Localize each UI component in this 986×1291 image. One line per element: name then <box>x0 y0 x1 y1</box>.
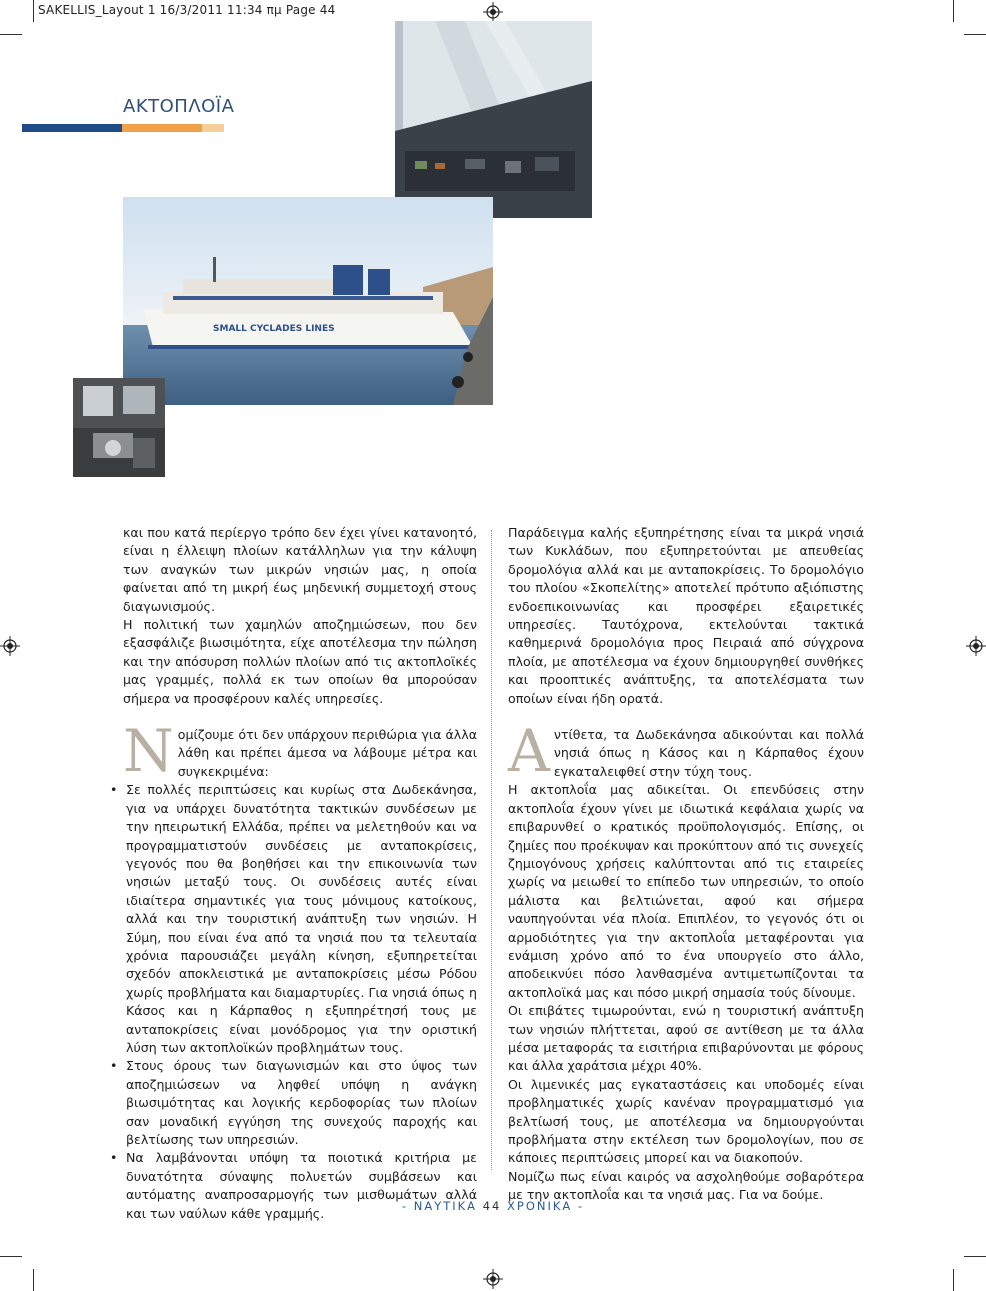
crop-mark <box>0 34 22 35</box>
footer-magazine-right: ΧΡΟΝΙΚΑ <box>507 1199 573 1213</box>
footer-magazine-left: ΝΑΥΤΙΚΑ <box>413 1199 478 1213</box>
svg-text:SMALL CYCLADES LINES: SMALL CYCLADES LINES <box>213 324 335 334</box>
bullet-icon: • <box>110 1058 118 1074</box>
right-paragraph-text: ντίθετα, τα Δωδεκάνησα αδικούνται και πολλά νησιά όπως η Κάσος και η Κάρπαθος έχουν εγκαταλειφθεί στην τύχη τους. <box>553 727 864 779</box>
drop-cap: Ν <box>123 717 174 786</box>
list-item-text: Σε πολλές περιπτώσεις και κυρίως στα Δωδεκάνησα, για να υπάρχει δυνατότητα τακτικών συνδέσεων με την ηπειρωτική Ελλάδα, πρέπει να μελετηθούν και να προγραμματιστούν συνδέσεις με ανταποκρίσεις, γεγονός που θα βοηθήσει και την επικοινωνία των νησιών μεταξύ τους. Οι συνδέσεις αυτές είναι ιδιαίτερα σημαντικές για τους μόνιμους κατοίκους, αλλά και την τουριστική ανάπτυξη των νησιών. Η Σύμη, που είναι ένα από τα νησιά που τα τελευταία χρόνια παρουσιάζει μεγάλη κίνηση, εξυπηρετείται σχεδόν αποκλειστικά με ανταποκρίσεις μέσω Ρόδου χωρίς προβλήματα και διαμαρτυρίες. Για νησιά όπως η Κάσος και η Κάρπαθος η εξυπηρέτησή τους με ανταποκρίσεις είναι μονόδρομος για την οριστική λύση των ακτοπλοϊκών προβλημάτων τους. <box>126 782 477 1055</box>
right-paragraph: Η ακτοπλοΐα μας αδικείται. Οι επενδύσεις στην ακτοπλοΐα έχουν γίνει με ιδιωτικά κεφάλαια χωρίς να επιβαρυνθεί ο κρατικός προϋπολογισμός. Επίσης, οι ζημίες που προέκυψαν και προκύπτουν από τις συνεχείς ζημιογόνους χρήσεις καλύπτονται από τις εταιρείες χωρίς να μειωθεί το επίπεδο των υπηρεσιών, το οποίο μάλιστα και βελτιώνεται, αφού και σήμερα ναυπηγούνται νέα πλοία. Επιπλέον, το γεγονός ότι οι αρμοδιότητες για την ακτοπλοΐα μεταφέρονται για ενάμιση χρόνο από το ένα υπουργείο στο άλλο, αποδεικνύει πόσο λανθασμένα αντιμετωπίζονται τα ακτοπλοϊκά μας και πόσο μικρή σημασία τούς δίνουμε. <box>508 782 864 1000</box>
left-paragraph: και που κατά περίεργο τρόπο δεν έχει γίνει κατανοητό, είναι η έλλειψη πλοίων κατάλληλων για την κάλυψη των αναγκών των μικρών νησιών μας, η οποία φαίνεται από τη μικρή έως μηδενική συμμετοχή στους διαγωνισμούς. <box>123 525 477 614</box>
page-number: 44 <box>482 1199 502 1213</box>
right-paragraph: Παράδειγμα καλής εξυπηρέτησης είναι τα μικρά νησιά των Κυκλάδων, που εξυπηρετούνται με απευθείας δρομολόγια αλλά και με ανταποκρίσεις. Το δρομολόγιο του πλοίου «Σκοπελίτης» αποτελεί πρότυπο αξιόπιστης ενδοεπικοινωνίας και προσφέρει εξαιρετικές υπηρεσίες. Ταυτόχρονα, εκτελούνται τακτικά καθημερινά δρομολόγια προς Πειραιά από σύγχρονα πλοία, με αποτέλεσμα να έχουν δημιουργηθεί συνθήκες και προοπτικές ανάπτυξης, τα αποτελέσματα των οποίων είναι ήδη ορατά. <box>508 525 864 706</box>
ferry-photo <box>123 197 493 405</box>
registration-mark-icon <box>966 636 986 656</box>
bullet-list <box>110 781 477 1223</box>
right-paragraph: Νομίζω πως είναι καιρός να ασχοληθούμε σοβαρότερα με την ακτοπλοΐα και τα νησιά μας. Για να δούμε. <box>508 1168 864 1203</box>
section-rule-blue <box>22 124 122 132</box>
left-paragraph-text: ομίζουμε ότι δεν υπάρχουν περιθώρια για άλλα λάθη και πρέπει άμεσα να λάβουμε μέτρα και συγκεκριμένα: <box>177 727 477 779</box>
crop-mark <box>953 1269 954 1291</box>
bullet-icon: • <box>110 782 118 798</box>
footer-dash: - <box>401 1199 409 1213</box>
list-item <box>110 781 477 1057</box>
section-rule-orange <box>122 124 202 132</box>
right-paragraph: Οι λιμενικές μας εγκαταστάσεις και υποδομές είναι προβληματικές χωρίς κανέναν προγραμματισμό για βελτίωσή τους, με αποτέλεσμα να δημιουργούνται προβλήματα στην εκτέλεση των δρομολογίων, που σε κάποιες περιπτώσεις μπορεί και να διακοπούν. <box>508 1076 864 1166</box>
print-slug: SAKELLIS_Layout 1 16/3/2011 11:34 πμ Page 44 <box>38 3 336 17</box>
bullet-icon: • <box>110 1150 118 1166</box>
right-dropcap-paragraph <box>508 717 864 786</box>
list-item-text: Στους όρους των διαγωνισμών και στο ύψος των αποζημιώσεων να ληφθεί υπόψη η ανάγκη βιωσιμότητας και λογικής κερδοφορίας των πλοίων σαν μοναδική εγγύηση της συνεχούς παροχής και βελτίωσης των υπηρεσιών. <box>126 1058 477 1147</box>
left-dropcap-paragraph <box>123 717 477 786</box>
registration-mark-icon <box>483 2 503 22</box>
left-column <box>110 524 477 1223</box>
crop-mark <box>33 1269 34 1291</box>
crop-mark <box>964 34 986 35</box>
registration-mark-icon <box>483 1269 503 1289</box>
list-item-text: Να λαμβάνονται υπόψη τα ποιοτικά κριτήρια με δυνατότητα σύναψης πολυετών συμβάσεων και αυτόματης αναπροσαρμογής των μισθωμάτων αλλά και των ναύλων κάθε γραμμής. <box>126 1150 477 1221</box>
crop-mark <box>33 0 34 22</box>
cabin-photo <box>73 378 165 477</box>
crop-mark <box>953 0 954 22</box>
right-paragraph: Οι επιβάτες τιμωρούνται, ενώ η τουριστική ανάπτυξη των νησιών πλήττεται, αφού σε αντίθεση με τα άλλα μέσα μεταφοράς τα εισιτήρια επιβαρύνονται με φόρους και άλλα χαράτσια μέχρι 40%. <box>508 1003 864 1074</box>
section-rule-light <box>202 124 224 132</box>
page-footer <box>0 1199 986 1213</box>
list-item <box>110 1057 477 1149</box>
footer-dash: - <box>577 1199 585 1213</box>
crop-mark <box>0 1256 22 1257</box>
column-divider <box>491 530 492 1170</box>
left-paragraph: Η πολιτική των χαμηλών αποζημιώσεων, που δεν εξασφάλιζε βιωσιμότητα, είχε αποτέλεσμα την πώληση και την απόσυρση πολλών πλοίων από τις ακτοπλοϊκές μας γραμμές, πολλά εκ των οποίων θα μπορούσαν σήμερα να προσφέρουν καλές υπηρεσίες. <box>123 617 477 706</box>
crop-mark <box>964 1256 986 1257</box>
bridge-photo <box>395 21 592 218</box>
right-column <box>508 524 864 1205</box>
section-title: ΑΚΤΟΠΛΟΪΑ <box>123 96 235 117</box>
registration-mark-icon <box>0 636 20 656</box>
drop-cap: Α <box>508 717 550 786</box>
